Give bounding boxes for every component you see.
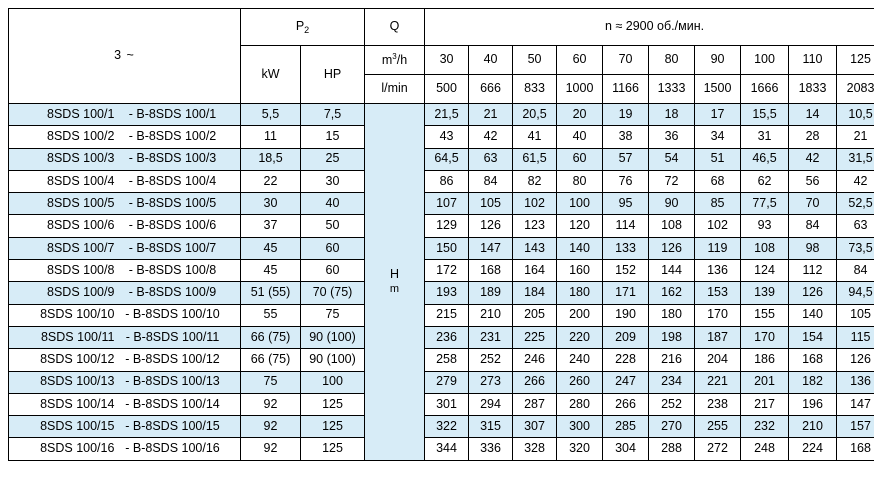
table-row[interactable] xyxy=(9,104,874,126)
head-value: 73,5 xyxy=(837,237,874,259)
head-value: 46,5 xyxy=(741,148,789,170)
head-value: 232 xyxy=(741,416,789,438)
head-value: 155 xyxy=(741,304,789,326)
head-value: 170 xyxy=(741,326,789,348)
head-value: 171 xyxy=(603,282,649,304)
head-value: 216 xyxy=(649,349,695,371)
table-row[interactable] xyxy=(9,237,874,259)
head-value: 129 xyxy=(425,215,469,237)
head-value: 60 xyxy=(557,148,603,170)
head-value: 210 xyxy=(469,304,513,326)
head-value: 168 xyxy=(469,260,513,282)
head-value: 84 xyxy=(469,170,513,192)
head-value: 279 xyxy=(425,371,469,393)
pump-model-variant: - B-8SDS 100/12 xyxy=(125,353,220,367)
pump-model-variant: - B-8SDS 100/1 xyxy=(129,108,217,122)
head-value: 344 xyxy=(425,438,469,460)
head-value: 157 xyxy=(837,416,874,438)
head-value: 31,5 xyxy=(837,148,874,170)
head-value: 36 xyxy=(649,126,695,148)
pump-kw: 66 (75) xyxy=(241,349,301,371)
pump-model-cell xyxy=(9,148,241,170)
head-value: 85 xyxy=(695,193,741,215)
header-hp: HP xyxy=(301,46,365,104)
head-value: 266 xyxy=(513,371,557,393)
head-value: 84 xyxy=(789,215,837,237)
pump-model-name: 8SDS 100/1 xyxy=(33,108,129,122)
pump-kw: 92 xyxy=(241,393,301,415)
table-row[interactable] xyxy=(9,193,874,215)
head-value: 126 xyxy=(837,349,874,371)
head-value: 200 xyxy=(557,304,603,326)
head-value: 150 xyxy=(425,237,469,259)
head-value: 14 xyxy=(789,104,837,126)
head-value: 147 xyxy=(837,393,874,415)
pump-model-variant: - B-8SDS 100/2 xyxy=(129,130,217,144)
head-value: 42 xyxy=(789,148,837,170)
head-value: 82 xyxy=(513,170,557,192)
pump-model-cell xyxy=(9,215,241,237)
pump-hp: 25 xyxy=(301,148,365,170)
head-value: 210 xyxy=(789,416,837,438)
pump-performance-table-page xyxy=(0,8,874,488)
head-value: 220 xyxy=(557,326,603,348)
pump-model-variant: - B-8SDS 100/14 xyxy=(125,398,220,412)
pump-hp: 100 xyxy=(301,371,365,393)
pump-model-name: 8SDS 100/10 xyxy=(29,308,125,322)
head-value: 105 xyxy=(837,304,874,326)
head-value: 42 xyxy=(837,170,874,192)
head-value: 266 xyxy=(603,393,649,415)
head-value: 136 xyxy=(837,371,874,393)
pump-hp: 70 (75) xyxy=(301,282,365,304)
pump-model-variant: - B-8SDS 100/4 xyxy=(129,175,217,189)
table-row[interactable] xyxy=(9,393,874,415)
head-value: 196 xyxy=(789,393,837,415)
header-flow-lmin: 1666 xyxy=(741,75,789,104)
head-value: 205 xyxy=(513,304,557,326)
head-value: 107 xyxy=(425,193,469,215)
pump-kw: 45 xyxy=(241,260,301,282)
pump-model-cell xyxy=(9,416,241,438)
header-flow-m3h: 50 xyxy=(513,46,557,75)
head-value: 301 xyxy=(425,393,469,415)
head-value: 152 xyxy=(603,260,649,282)
head-value: 18 xyxy=(649,104,695,126)
head-value: 64,5 xyxy=(425,148,469,170)
head-value: 180 xyxy=(649,304,695,326)
head-value: 231 xyxy=(469,326,513,348)
head-value: 300 xyxy=(557,416,603,438)
head-value: 21 xyxy=(837,126,874,148)
header-flow-m3h: 90 xyxy=(695,46,741,75)
header-flow-m3h: 30 xyxy=(425,46,469,75)
head-value: 280 xyxy=(557,393,603,415)
header-q: Q xyxy=(365,9,425,46)
table-row[interactable] xyxy=(9,349,874,371)
header-flow-lmin: 1000 xyxy=(557,75,603,104)
pump-hp: 60 xyxy=(301,260,365,282)
pump-model-name: 8SDS 100/4 xyxy=(33,175,129,189)
head-value: 189 xyxy=(469,282,513,304)
head-value: 168 xyxy=(789,349,837,371)
header-flow-m3h: 125 xyxy=(837,46,874,75)
head-value: 225 xyxy=(513,326,557,348)
head-value: 322 xyxy=(425,416,469,438)
table-row[interactable] xyxy=(9,282,874,304)
head-value: 328 xyxy=(513,438,557,460)
head-value: 224 xyxy=(789,438,837,460)
head-value: 86 xyxy=(425,170,469,192)
header-p2-sub: 2 xyxy=(304,25,309,35)
pump-kw: 18,5 xyxy=(241,148,301,170)
pump-model-variant: - B-8SDS 100/15 xyxy=(125,420,220,434)
head-value: 273 xyxy=(469,371,513,393)
table-row[interactable] xyxy=(9,215,874,237)
head-value: 51 xyxy=(695,148,741,170)
header-flow-m3h: 40 xyxy=(469,46,513,75)
head-value: 147 xyxy=(469,237,513,259)
pump-kw: 22 xyxy=(241,170,301,192)
head-unit: m xyxy=(365,283,424,295)
head-value: 38 xyxy=(603,126,649,148)
pump-model-cell xyxy=(9,193,241,215)
pump-kw: 51 (55) xyxy=(241,282,301,304)
head-value: 252 xyxy=(469,349,513,371)
head-value: 115 xyxy=(837,326,874,348)
head-value: 126 xyxy=(469,215,513,237)
head-value: 246 xyxy=(513,349,557,371)
head-letter: H xyxy=(390,267,399,281)
pump-model-name: 8SDS 100/2 xyxy=(33,130,129,144)
head-value: 84 xyxy=(837,260,874,282)
header-p2-base: P xyxy=(296,19,304,33)
head-value: 307 xyxy=(513,416,557,438)
header-flow-lmin: 833 xyxy=(513,75,557,104)
head-value: 80 xyxy=(557,170,603,192)
header-flow-m3h: 110 xyxy=(789,46,837,75)
pump-model-cell xyxy=(9,304,241,326)
pump-kw: 5,5 xyxy=(241,104,301,126)
pump-hp: 15 xyxy=(301,126,365,148)
pump-model-cell xyxy=(9,282,241,304)
header-flow-m3h: 70 xyxy=(603,46,649,75)
header-kw: kW xyxy=(241,46,301,104)
head-value: 21,5 xyxy=(425,104,469,126)
head-value: 98 xyxy=(789,237,837,259)
head-value: 40 xyxy=(557,126,603,148)
head-value: 270 xyxy=(649,416,695,438)
pump-model-cell xyxy=(9,126,241,148)
table-row[interactable] xyxy=(9,438,874,460)
head-value: 123 xyxy=(513,215,557,237)
head-value: 288 xyxy=(649,438,695,460)
head-value: 112 xyxy=(789,260,837,282)
head-value: 187 xyxy=(695,326,741,348)
pump-model-name: 8SDS 100/16 xyxy=(29,442,125,456)
pump-model-cell xyxy=(9,326,241,348)
header-flow-m3h: 80 xyxy=(649,46,695,75)
head-value: 108 xyxy=(741,237,789,259)
head-value: 62 xyxy=(741,170,789,192)
head-value: 20,5 xyxy=(513,104,557,126)
head-value: 164 xyxy=(513,260,557,282)
head-value: 126 xyxy=(789,282,837,304)
table-row[interactable] xyxy=(9,326,874,348)
pump-kw: 37 xyxy=(241,215,301,237)
head-value: 258 xyxy=(425,349,469,371)
header-flow-m3h: 100 xyxy=(741,46,789,75)
pump-model-variant: - B-8SDS 100/5 xyxy=(129,197,217,211)
head-value: 198 xyxy=(649,326,695,348)
pump-model-cell xyxy=(9,438,241,460)
head-value: 304 xyxy=(603,438,649,460)
pump-model-variant: - B-8SDS 100/8 xyxy=(129,264,217,278)
pump-model-name: 8SDS 100/9 xyxy=(33,286,129,300)
pump-model-name: 8SDS 100/15 xyxy=(29,420,125,434)
pump-model-cell xyxy=(9,349,241,371)
table-row[interactable] xyxy=(9,170,874,192)
pump-model-variant: - B-8SDS 100/3 xyxy=(129,152,217,166)
pump-hp: 125 xyxy=(301,416,365,438)
head-value: 17 xyxy=(695,104,741,126)
pump-model-name: 8SDS 100/8 xyxy=(33,264,129,278)
head-value: 90 xyxy=(649,193,695,215)
header-flow-lmin: 500 xyxy=(425,75,469,104)
head-value: 160 xyxy=(557,260,603,282)
header-flow-lmin: 2083 xyxy=(837,75,874,104)
head-value: 54 xyxy=(649,148,695,170)
head-value: 285 xyxy=(603,416,649,438)
pump-model-variant: - B-8SDS 100/11 xyxy=(126,331,220,345)
head-value: 34 xyxy=(695,126,741,148)
head-value: 105 xyxy=(469,193,513,215)
table-row[interactable] xyxy=(9,126,874,148)
pump-hp: 90 (100) xyxy=(301,326,365,348)
head-value: 61,5 xyxy=(513,148,557,170)
head-value: 153 xyxy=(695,282,741,304)
head-value: 215 xyxy=(425,304,469,326)
pump-performance-table xyxy=(8,8,874,461)
head-value: 76 xyxy=(603,170,649,192)
head-value: 124 xyxy=(741,260,789,282)
head-value: 184 xyxy=(513,282,557,304)
head-value: 236 xyxy=(425,326,469,348)
pump-kw: 55 xyxy=(241,304,301,326)
head-value: 182 xyxy=(789,371,837,393)
head-value: 63 xyxy=(837,215,874,237)
head-value: 238 xyxy=(695,393,741,415)
pump-model-cell xyxy=(9,237,241,259)
head-value: 240 xyxy=(557,349,603,371)
head-value: 126 xyxy=(649,237,695,259)
pump-model-name: 8SDS 100/14 xyxy=(29,398,125,412)
head-value: 136 xyxy=(695,260,741,282)
head-value: 31 xyxy=(741,126,789,148)
head-value: 144 xyxy=(649,260,695,282)
header-flow-lmin: 1333 xyxy=(649,75,695,104)
head-value: 248 xyxy=(741,438,789,460)
pump-model-cell xyxy=(9,104,241,126)
head-value: 201 xyxy=(741,371,789,393)
head-value: 336 xyxy=(469,438,513,460)
pump-hp: 125 xyxy=(301,393,365,415)
pump-model-name: 8SDS 100/11 xyxy=(30,331,126,345)
head-value: 21 xyxy=(469,104,513,126)
head-value: 287 xyxy=(513,393,557,415)
header-p2 xyxy=(241,9,365,46)
head-value: 294 xyxy=(469,393,513,415)
head-value: 114 xyxy=(603,215,649,237)
head-value: 154 xyxy=(789,326,837,348)
head-value: 28 xyxy=(789,126,837,148)
head-value: 140 xyxy=(557,237,603,259)
head-value: 252 xyxy=(649,393,695,415)
head-value: 255 xyxy=(695,416,741,438)
pump-model-variant: - B-8SDS 100/10 xyxy=(125,308,220,322)
pump-model-variant: - B-8SDS 100/6 xyxy=(129,219,217,233)
head-value: 143 xyxy=(513,237,557,259)
head-value: 120 xyxy=(557,215,603,237)
pump-model-name: 8SDS 100/13 xyxy=(29,375,125,389)
table-row[interactable] xyxy=(9,416,874,438)
header-flow-lmin: 1833 xyxy=(789,75,837,104)
pump-kw: 30 xyxy=(241,193,301,215)
pump-hp: 50 xyxy=(301,215,365,237)
header-unit-lmin: l/min xyxy=(365,75,425,104)
head-value: 228 xyxy=(603,349,649,371)
head-value: 221 xyxy=(695,371,741,393)
head-value: 168 xyxy=(837,438,874,460)
pump-hp: 75 xyxy=(301,304,365,326)
pump-model-name: 8SDS 100/5 xyxy=(33,197,129,211)
head-value: 102 xyxy=(513,193,557,215)
pump-kw: 66 (75) xyxy=(241,326,301,348)
head-value: 41 xyxy=(513,126,557,148)
head-value: 320 xyxy=(557,438,603,460)
pump-model-name: 8SDS 100/12 xyxy=(29,353,125,367)
head-value: 108 xyxy=(649,215,695,237)
head-value: 20 xyxy=(557,104,603,126)
head-value: 93 xyxy=(741,215,789,237)
pump-kw: 92 xyxy=(241,416,301,438)
header-rpm: n ≈ 2900 об./мин. xyxy=(425,9,874,46)
head-value: 63 xyxy=(469,148,513,170)
head-value: 139 xyxy=(741,282,789,304)
pump-model-variant: - B-8SDS 100/9 xyxy=(129,286,217,300)
head-value: 19 xyxy=(603,104,649,126)
head-value: 272 xyxy=(695,438,741,460)
head-value: 100 xyxy=(557,193,603,215)
head-value: 209 xyxy=(603,326,649,348)
pump-model-cell xyxy=(9,393,241,415)
pump-hp: 90 (100) xyxy=(301,349,365,371)
pump-kw: 11 xyxy=(241,126,301,148)
head-value: 260 xyxy=(557,371,603,393)
head-value: 95 xyxy=(603,193,649,215)
pump-model-variant: - B-8SDS 100/13 xyxy=(125,375,220,389)
head-value: 186 xyxy=(741,349,789,371)
head-value: 119 xyxy=(695,237,741,259)
pump-kw: 92 xyxy=(241,438,301,460)
head-value: 52,5 xyxy=(837,193,874,215)
head-value: 217 xyxy=(741,393,789,415)
pump-model-name: 8SDS 100/6 xyxy=(33,219,129,233)
header-flow-m3h: 60 xyxy=(557,46,603,75)
head-value: 68 xyxy=(695,170,741,192)
header-head-column xyxy=(365,104,425,461)
pump-kw: 45 xyxy=(241,237,301,259)
head-value: 315 xyxy=(469,416,513,438)
head-value: 43 xyxy=(425,126,469,148)
head-value: 140 xyxy=(789,304,837,326)
head-value: 170 xyxy=(695,304,741,326)
head-value: 193 xyxy=(425,282,469,304)
head-value: 77,5 xyxy=(741,193,789,215)
table-row[interactable] xyxy=(9,371,874,393)
pump-model-name: 8SDS 100/7 xyxy=(33,242,129,256)
header-flow-lmin: 1166 xyxy=(603,75,649,104)
table-row[interactable] xyxy=(9,260,874,282)
head-value: 10,5 xyxy=(837,104,874,126)
head-value: 15,5 xyxy=(741,104,789,126)
header-unit-m3h: $m^3/h$ xyxy=(365,46,425,75)
head-value: 94,5 xyxy=(837,282,874,304)
pump-hp: 40 xyxy=(301,193,365,215)
head-value: 133 xyxy=(603,237,649,259)
head-value: 57 xyxy=(603,148,649,170)
pump-model-variant: - B-8SDS 100/7 xyxy=(129,242,217,256)
header-flow-lmin: 1500 xyxy=(695,75,741,104)
head-value: 102 xyxy=(695,215,741,237)
pump-model-cell xyxy=(9,170,241,192)
pump-model-variant: - B-8SDS 100/16 xyxy=(125,442,220,456)
head-value: 204 xyxy=(695,349,741,371)
head-value: 172 xyxy=(425,260,469,282)
head-value: 234 xyxy=(649,371,695,393)
pump-hp: 60 xyxy=(301,237,365,259)
pump-model-cell xyxy=(9,371,241,393)
head-value: 180 xyxy=(557,282,603,304)
head-value: 190 xyxy=(603,304,649,326)
table-row[interactable] xyxy=(9,304,874,326)
head-value: 247 xyxy=(603,371,649,393)
header-flow-lmin: 666 xyxy=(469,75,513,104)
head-value: 56 xyxy=(789,170,837,192)
pump-hp: 125 xyxy=(301,438,365,460)
head-value: 72 xyxy=(649,170,695,192)
pump-hp: 30 xyxy=(301,170,365,192)
header-phase: 3 ~ xyxy=(9,9,241,104)
table-row[interactable] xyxy=(9,148,874,170)
head-value: 42 xyxy=(469,126,513,148)
head-value: 70 xyxy=(789,193,837,215)
pump-model-name: 8SDS 100/3 xyxy=(33,152,129,166)
pump-model-cell xyxy=(9,260,241,282)
pump-kw: 75 xyxy=(241,371,301,393)
head-value: 162 xyxy=(649,282,695,304)
pump-hp: 7,5 xyxy=(301,104,365,126)
